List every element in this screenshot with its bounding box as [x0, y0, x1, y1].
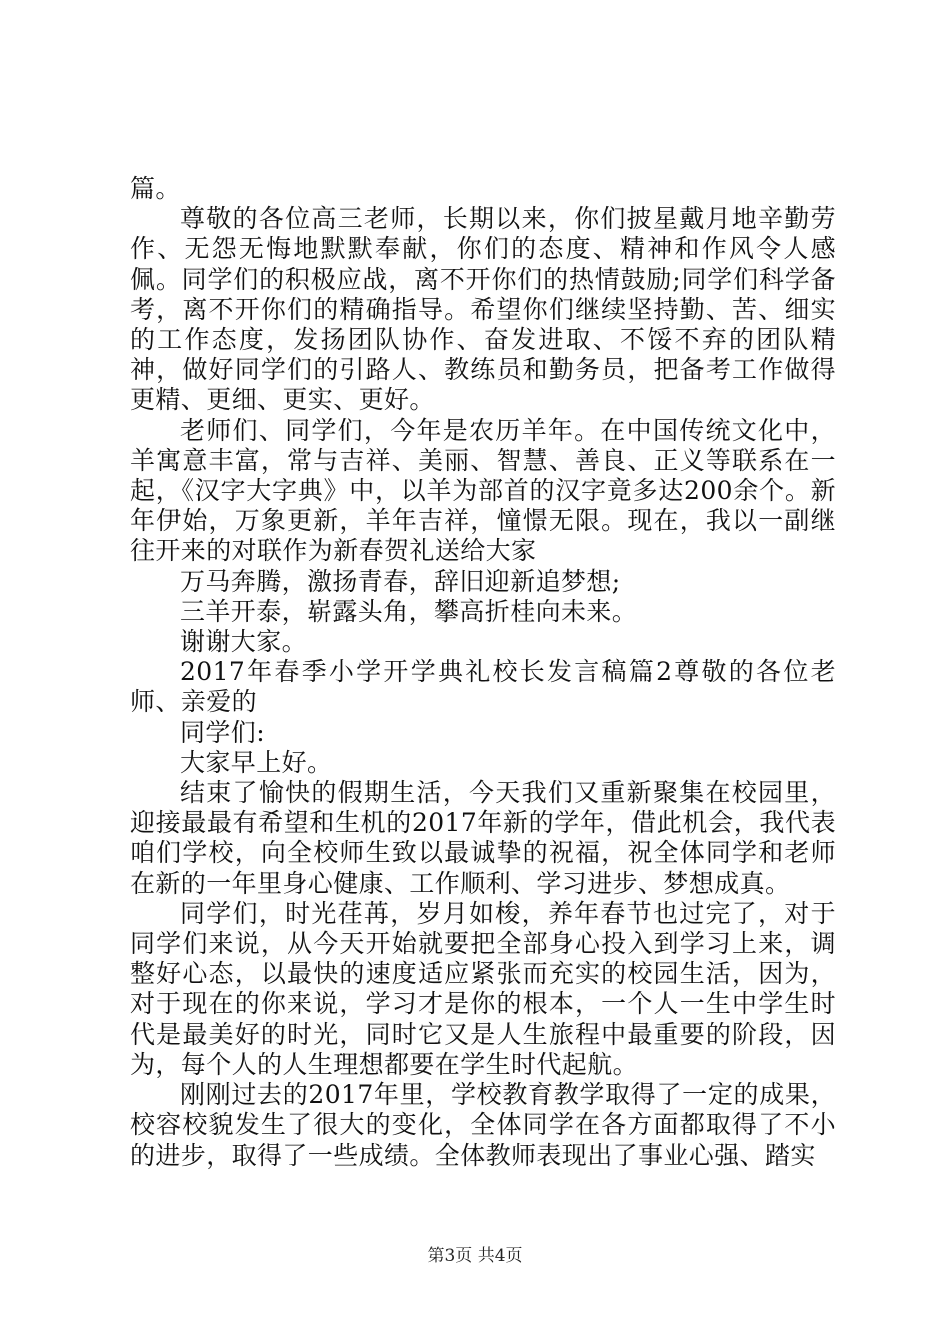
paragraph: 尊敬的各位高三老师，长期以来，你们披星戴月地辛勤劳作、无怨无悔地默默奉献，你们的态度、精神和作风令人感佩。同学们的积极应战，离不开你们的热情鼓励;同学们科学备考，离不开你们的精确指导。希望你们继续坚持勤、苦、细实的工作态度，发扬团队协作、奋发进取、不馁不弃的团队精神，做好同学们的引路人、教练员和勤务员，把备考工作做得更精、更细、更实、更好。 — [130, 204, 836, 415]
paragraph: 篇。 — [130, 174, 181, 203]
couplet-line: 万马奔腾，激扬青春，辞旧迎新追梦想; — [180, 566, 621, 596]
greeting: 大家早上好。 — [180, 747, 333, 777]
section-heading: 2017年春季小学开学典礼校长发言稿篇2尊敬的各位老师、亲爱的 — [130, 657, 836, 717]
paragraph: 老师们、同学们，今年是农历羊年。在中国传统文化中，羊寓意丰富，常与吉祥、美丽、智慧、善良、正义等联系在一起，《汉字大字典》中，以羊为部首的汉字竟多达200余个。新年伊始，万象更新，羊年吉祥，憧憬无限。现在，我以一副继往开来的对联作为新春贺礼送给大家 — [130, 415, 836, 566]
document-body — [130, 174, 836, 1171]
couplet-line: 三羊开泰，崭露头角，攀高折桂向未来。 — [180, 596, 638, 626]
paragraph: 同学们，时光荏苒，岁月如梭，养年春节也过完了，对于同学们来说，从今天开始就要把全部身心投入到学习上来，调整好心态，以最快的速度适应紧张而充实的校园生活，因为，对于现在的你来说，学习才是你的根本，一个人一生中学生时代是最美好的时光，同时它又是人生旅程中最重要的阶段，因为，每个人的人生理想都要在学生时代起航。 — [130, 898, 836, 1079]
paragraph: 刚刚过去的2017年里，学校教育教学取得了一定的成果，校容校貌发生了很大的变化，全体同学在各方面都取得了不小的进步，取得了一些成绩。全体教师表现出了事业心强、踏实 — [130, 1080, 836, 1170]
page-footer: 第3页 共4页 — [427, 1246, 523, 1266]
paragraph: 结束了愉快的假期生活，今天我们又重新聚集在校园里，迎接最最有希望和生机的2017年新的学年，借此机会，我代表咱们学校，向全校师生致以最诚挚的祝福，祝全体同学和老师在新的一年里身心健康、工作顺利、学习进步、梦想成真。 — [130, 778, 836, 898]
paragraph: 谢谢大家。 — [180, 627, 308, 657]
salutation: 同学们: — [180, 717, 266, 747]
